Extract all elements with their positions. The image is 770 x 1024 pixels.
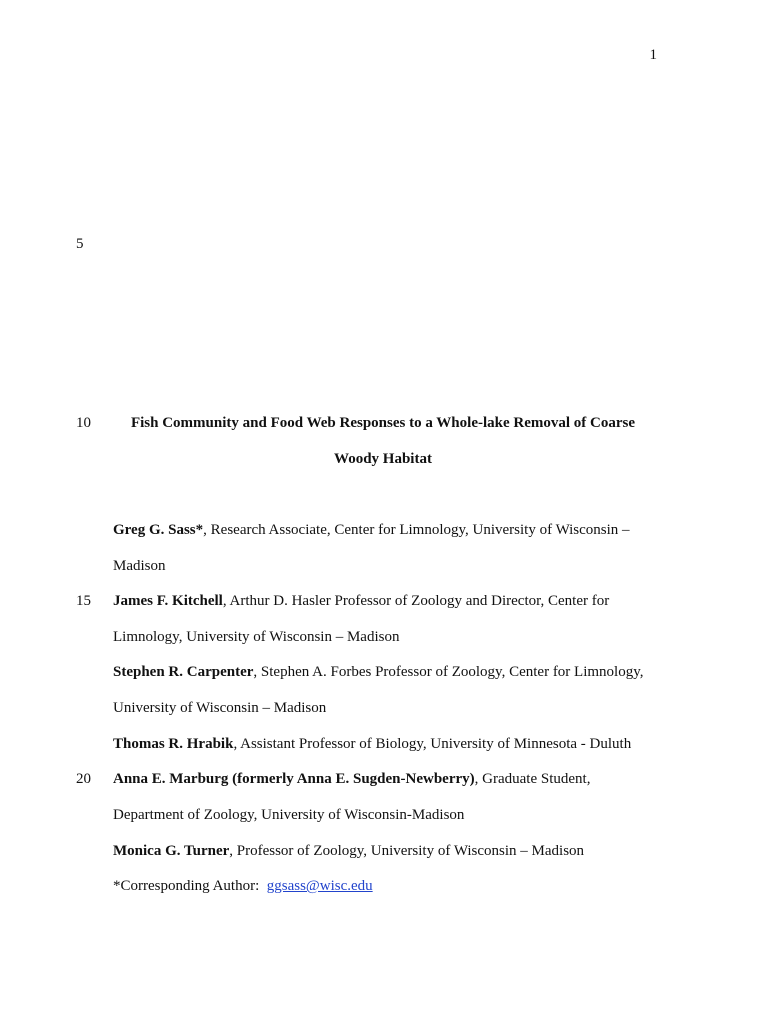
page-number: 1 [649, 47, 657, 63]
author-affiliation: , Graduate Student, [474, 771, 591, 787]
line-number-10: 10 [76, 415, 91, 431]
author-affiliation: , Assistant Professor of Biology, University of Minnesota - Duluth [233, 736, 632, 752]
author-name: Thomas R. Hrabik [113, 736, 234, 752]
line-number-5: 5 [76, 236, 84, 252]
author-carpenter [113, 664, 644, 681]
author-kitchell [113, 593, 609, 610]
corresponding-author [113, 878, 373, 895]
author-affiliation: , Stephen A. Forbes Professor of Zoology, Center for Limnology, [253, 664, 644, 680]
author-turner [113, 843, 584, 860]
author-affiliation-continued: University of Wisconsin – Madison [113, 700, 327, 716]
author-name: Stephen R. Carpenter [113, 664, 254, 680]
author-affiliation: , Professor of Zoology, University of Wisconsin – Madison [229, 843, 585, 859]
author-hrabik [113, 736, 631, 753]
paper-title-line-1: Fish Community and Food Web Responses to a Whole-lake Removal of Coarse [130, 415, 636, 431]
author-affiliation-continued: Department of Zoology, University of Wisconsin-Madison [113, 807, 465, 823]
author-name: Monica G. Turner [113, 843, 230, 859]
author-name: James F. Kitchell [113, 593, 223, 609]
author-marburg [113, 771, 590, 788]
paper-title-line-2: Woody Habitat [334, 451, 432, 467]
author-affiliation-continued: Limnology, University of Wisconsin – Madison [113, 629, 400, 645]
corresponding-author-label: *Corresponding Author: [113, 878, 260, 894]
author-name: Greg G. Sass* [113, 522, 204, 538]
author-affiliation: , Research Associate, Center for Limnology, University of Wisconsin – [203, 522, 630, 538]
line-number-15: 15 [76, 593, 91, 609]
author-name: Anna E. Marburg (formerly Anna E. Sugden-Newberry) [113, 771, 475, 787]
author-sass [113, 522, 630, 539]
corresponding-email-link[interactable]: ggsass@wisc.edu [266, 878, 373, 894]
author-affiliation-continued: Madison [113, 558, 166, 574]
line-number-20: 20 [76, 771, 91, 787]
author-affiliation: , Arthur D. Hasler Professor of Zoology and Director, Center for [222, 593, 610, 609]
